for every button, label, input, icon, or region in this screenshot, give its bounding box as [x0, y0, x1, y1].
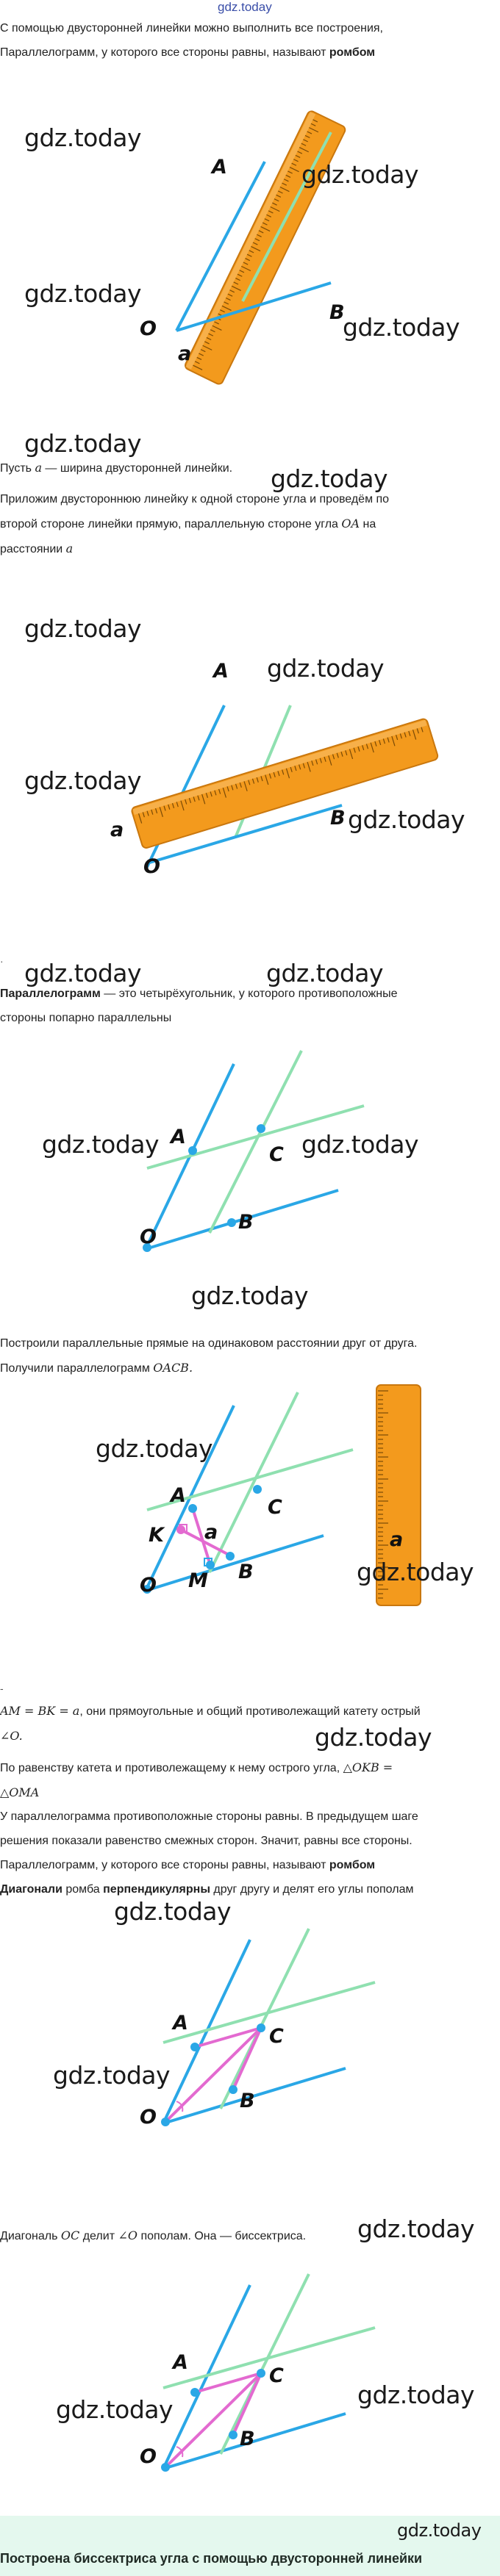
figure-ruler-ob: [0, 639, 500, 882]
label-o: O: [140, 317, 157, 340]
watermark: gdz.today: [267, 654, 385, 683]
intro-line-1: С помощью двусторонней линейки можно выполнить все построения,: [0, 22, 383, 35]
watermark: gdz.today: [114, 1897, 232, 1926]
label-c: C: [269, 2364, 284, 2387]
label-a: A: [171, 1484, 186, 1507]
step-2-text: Параллелограмм — это четырёхугольник, у которого противоположные стороны попарно параллельны: [0, 987, 398, 1024]
watermark: gdz.today: [266, 959, 384, 987]
label-width-a: a: [204, 1521, 218, 1544]
watermark: gdz.today: [357, 1558, 474, 1586]
watermark: gdz.today: [24, 766, 142, 795]
watermark: gdz.today: [271, 464, 388, 493]
point-c: [253, 1485, 262, 1494]
site-brand[interactable]: gdz.today: [218, 0, 272, 14]
label-b: B: [240, 2090, 255, 2112]
watermark: gdz.today: [301, 1130, 419, 1159]
point-o: [161, 2118, 170, 2126]
label-o: O: [140, 1226, 157, 1248]
label-width-a: a: [178, 342, 192, 365]
point-b: [227, 1218, 236, 1227]
watermark: gdz.today: [348, 805, 465, 834]
intro-line-2: Параллелограмм, у которого все стороны равны, называют ромбом: [0, 46, 376, 59]
diagonal-cb: [233, 2373, 261, 2435]
point-b: [226, 1552, 235, 1561]
label-a: A: [212, 156, 227, 179]
diagonal-cb: [233, 2028, 261, 2090]
watermark: gdz.today: [42, 1130, 160, 1159]
point-c: [257, 1124, 265, 1133]
intro-text: [0, 16, 497, 65]
watermark: gdz.today: [53, 2061, 171, 2090]
point-a: [188, 1146, 197, 1155]
step-3-text: Построили параллельные прямые на одинаковом расстоянии друг от друга. Получили параллелограмм OACB.: [0, 1337, 418, 1375]
watermark: gdz.today: [24, 614, 142, 643]
label-o: O: [140, 2106, 157, 2129]
label-a: A: [173, 2351, 188, 2374]
watermark: gdz.today: [397, 2520, 482, 2541]
point-c: [257, 2023, 265, 2032]
point-m: [206, 1561, 215, 1569]
rhombus-term: ромбом: [329, 46, 376, 59]
watermark: gdz.today: [24, 123, 142, 152]
watermark: gdz.today: [24, 959, 142, 987]
result-banner: [0, 2516, 500, 2576]
figure-parallelogram: [0, 1043, 500, 1293]
watermark: gdz.today: [301, 160, 419, 189]
watermark: gdz.today: [96, 1434, 213, 1463]
step-4-text: AM = BK = a, они прямоугольные и общий противолежащий катету острый ∠O. По равенству катета и противолежащему к нему острого угла, △OKB = △OMA У параллелограмма противоположные стороны равны. В предыдущем шаге решения показали равенство смежных сторон. Значит, равны все стороны. Параллелограмм, у которого все стороны равны, называют ромбом Диагонали ромба перпендикулярны друг другу и делят его углы пополам: [0, 1704, 421, 1896]
watermark: gdz.today: [191, 1281, 309, 1310]
label-b: B: [240, 2428, 255, 2450]
point-b: [229, 2085, 238, 2094]
parallel-to-oa: [221, 1929, 309, 2109]
parallel-to-oa: [221, 2274, 309, 2454]
bullet-dash: -: [0, 1683, 4, 1694]
step-5-text: Диагональ OC делит ∠O пополам. Она — биссектриса.: [0, 2228, 307, 2242]
label-a: A: [171, 1126, 186, 1148]
watermark: gdz.today: [357, 2215, 475, 2243]
step-1-text: Пусть a — ширина двусторонней линейки. Приложим двустороннюю линейку к одной стороне угла и проведём по второй стороне линейки прямую, параллельную стороне угла OA на расстоянии a: [0, 461, 390, 555]
label-a: A: [173, 2012, 188, 2034]
point-a: [188, 1504, 197, 1513]
label-o: O: [140, 1574, 157, 1597]
point-c: [257, 2369, 265, 2378]
watermark: gdz.today: [56, 2395, 174, 2424]
label-b: B: [238, 1561, 254, 1583]
label-c: C: [269, 1143, 284, 1166]
point-a: [190, 2388, 199, 2397]
watermark: gdz.today: [24, 279, 142, 308]
label-k: K: [149, 1524, 164, 1547]
label-b: B: [238, 1211, 254, 1234]
result-title: Построена биссектриса угла с помощью двусторонней линейки: [0, 2551, 423, 2566]
watermark: gdz.today: [24, 429, 142, 458]
label-c: C: [269, 2025, 284, 2048]
label-b: B: [330, 807, 346, 830]
parallel-to-oa: [210, 1392, 298, 1572]
point-k: [176, 1525, 185, 1534]
label-o: O: [143, 855, 160, 878]
point-b: [229, 2431, 238, 2439]
label-a: A: [213, 660, 229, 683]
label-width-a: a: [110, 819, 124, 841]
bullet-dot: ·: [0, 955, 4, 967]
label-b: B: [329, 301, 345, 324]
watermark: gdz.today: [343, 313, 460, 342]
label-o: O: [140, 2445, 157, 2468]
label-m: M: [188, 1569, 208, 1592]
point-a: [190, 2043, 199, 2051]
label-width-a: a: [390, 1528, 404, 1551]
label-c: C: [268, 1496, 282, 1519]
watermark: gdz.today: [357, 2381, 475, 2409]
point-o: [161, 2463, 170, 2472]
ray-ob: [146, 1536, 324, 1591]
watermark: gdz.today: [315, 1723, 432, 1752]
